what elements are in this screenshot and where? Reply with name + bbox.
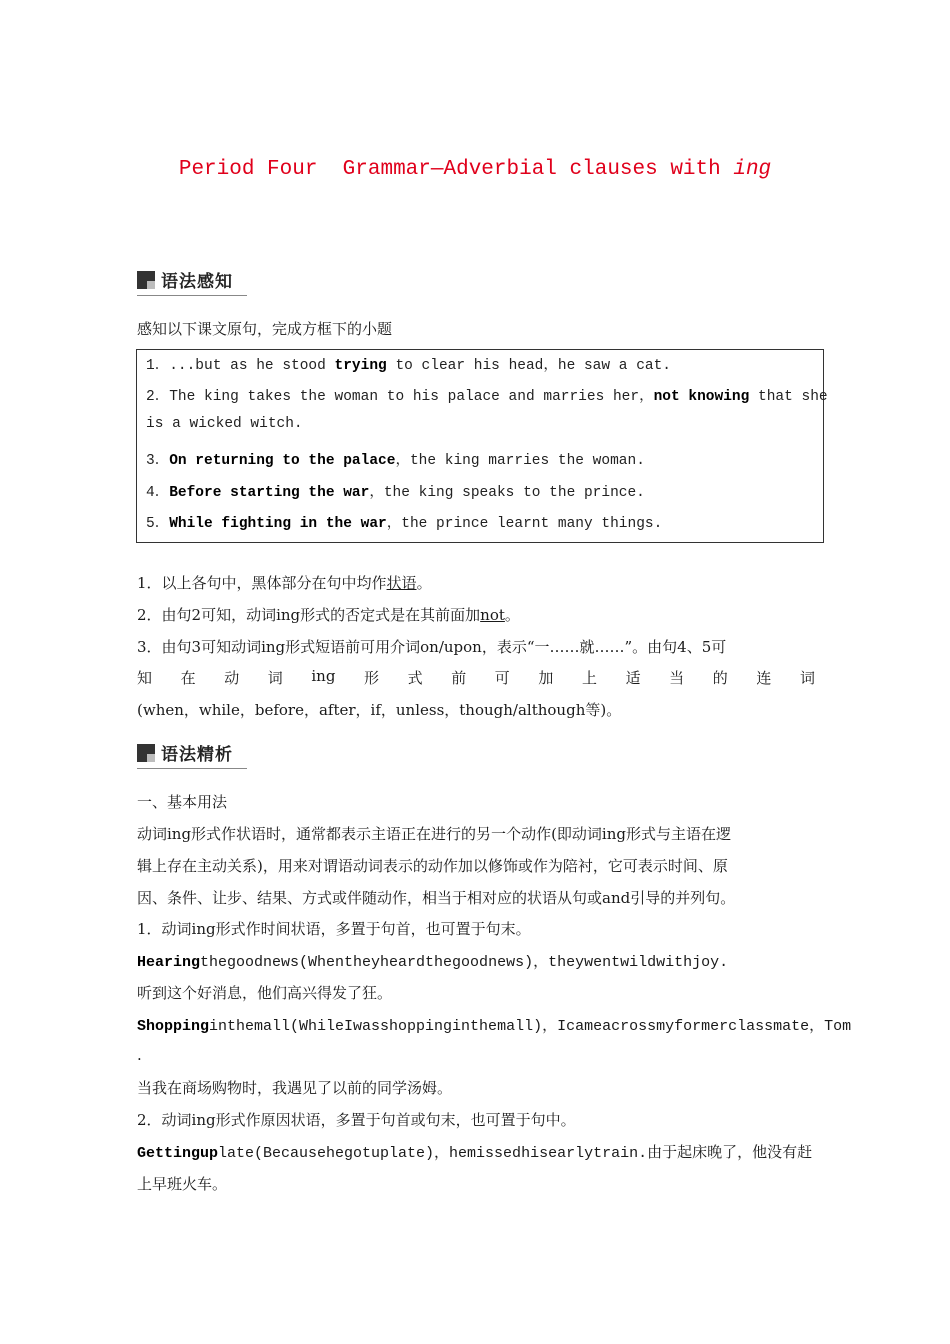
- example-1-translation: 听到这个好消息，他们高兴得发了狂。: [137, 984, 393, 1002]
- example-2-translation: 当我在商场购物时，我遇见了以前的同学汤姆。: [137, 1079, 453, 1097]
- section-heading-text: 语法感知: [161, 272, 233, 292]
- question-3-conjunctions: (when，while，before，after，if，unless，though/although等)。: [137, 701, 622, 719]
- intro-text: 感知以下课文原句，完成方框下的小题: [137, 320, 393, 338]
- question-1: 1．以上各句中，黑体部分在句中均作状语。: [137, 574, 432, 592]
- section-heading-text: 语法精析: [161, 745, 233, 765]
- paragraph-line-1: 动词ing形式作状语时，通常都表示主语正在进行的另一个动作(即动词ing形式与主语在逻: [137, 825, 731, 843]
- question-3-justified-line: 知 在 动 词 ing 形 式 前 可 加 上 适 当 的 连 词: [137, 667, 815, 687]
- rule-1: 1．动词ing形式作时间状语，多置于句首，也可置于句末。: [137, 920, 531, 938]
- answer-blank-2: not: [480, 606, 505, 624]
- example-3-continued: 上早班火车。: [137, 1175, 228, 1193]
- sentence-1: 1．...but as he stood trying to clear his head，he saw a cat.: [146, 358, 671, 374]
- sentence-4: 4．Before starting the war，the king speaks to the prince.: [146, 485, 645, 501]
- answer-blank-1: 状语: [386, 574, 417, 592]
- example-2: Shoppinginthemall(WhileIwasshoppinginthemall)，Icameacrossmyformerclassmate，Tom: [137, 1018, 852, 1035]
- rule-2: 2．动词ing形式作原因状语，多置于句首或句末，也可置于句中。: [137, 1111, 576, 1129]
- paragraph-line-3: 因、条件、让步、结果、方式或伴随动作，相当于相对应的状语从句或and引导的并列句。: [137, 889, 736, 907]
- section-square-icon: [137, 744, 155, 762]
- sentence-2-continued: is a wicked witch.: [146, 416, 303, 432]
- question-3: 3．由句3可知动词ing形式短语前可用介词on/upon，表示“一……就……”。由句4、5可: [137, 638, 727, 656]
- paragraph-line-2: 辑上存在主动关系)，用来对谓语动词表示的动作加以修饰或作为陪衬，它可表示时间、原: [137, 857, 728, 875]
- sentence-2: 2．The king takes the woman to his palace and marries her，not knowing that she: [146, 389, 828, 405]
- title-text: Period Four Grammar—Adverbial clauses with: [178, 158, 734, 181]
- page-title: [0, 158, 950, 181]
- question-2: 2．由句2可知，动词ing形式的否定式是在其前面加not。: [137, 606, 520, 624]
- title-italic: ing: [733, 158, 772, 181]
- section-heading-analysis: [137, 740, 247, 769]
- section-heading-perception: [137, 267, 247, 296]
- example-3: Gettinguplate(Becausehegotuplate)，hemissedhisearlytrain.由于起床晚了，他没有赶: [137, 1145, 813, 1162]
- example-1: Hearingthegoodnews(Whentheyheardthegoodnews)，theywentwildwithjoy.: [137, 954, 729, 971]
- example-sentences-box: [136, 349, 828, 543]
- sentence-3: 3．On returning to the palace，the king marries the woman.: [146, 453, 645, 469]
- sentence-5: 5．While fighting in the war，the prince learnt many things.: [146, 516, 663, 532]
- example-2-period: .: [137, 1046, 142, 1064]
- section-square-icon: [137, 271, 155, 289]
- subsection-heading: 一、基本用法: [137, 793, 228, 811]
